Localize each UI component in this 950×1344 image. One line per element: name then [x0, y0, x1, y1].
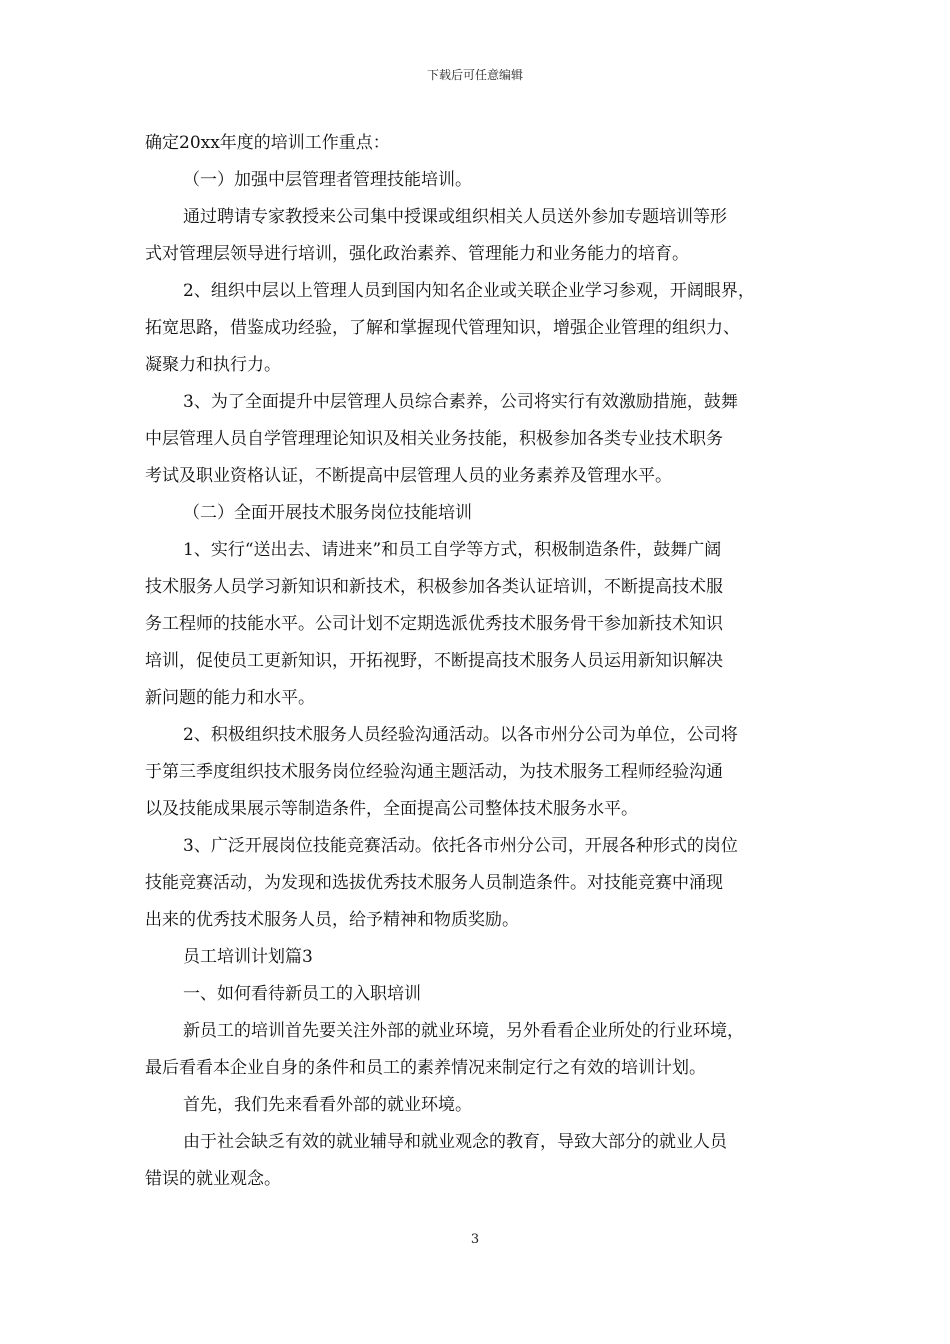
text-line: 新问题的能力和水平。: [145, 688, 315, 708]
text-line: 技术服务人员学习新知识和新技术，积极参加各类认证培训，不断提高技术服: [145, 577, 723, 597]
text-line: 3、广泛开展岗位技能竞赛活动。依托各市州分公司，开展各种形式的岗位: [183, 836, 738, 856]
text-line: 培训，促使员工更新知识，开拓视野，不断提高技术服务人员运用新知识解决: [145, 651, 723, 671]
text-line: 凝聚力和执行力。: [145, 355, 281, 375]
text-line: 出来的优秀技术服务人员，给予精神和物质奖励。: [145, 910, 519, 930]
text-line: 式对管理层领导进行培训，强化政治素养、管理能力和业务能力的培育。: [145, 244, 689, 264]
text-line: 技能竞赛活动，为发现和选拔优秀技术服务人员制造条件。对技能竞赛中涌现: [145, 873, 723, 893]
page-header-note: 下载后可任意编辑: [426, 68, 523, 82]
text-line: 员工培训计划篇3: [183, 947, 313, 967]
page-number: 3: [470, 1232, 480, 1247]
document-body: [145, 125, 810, 1198]
text-line: 于第三季度组织技术服务岗位经验沟通主题活动，为技术服务工程师经验沟通: [145, 762, 723, 782]
text-line: 考试及职业资格认证，不断提高中层管理人员的业务素养及管理水平。: [145, 466, 672, 486]
text-line: 1、实行“送出去、请进来”和员工自学等方式，积极制造条件，鼓舞广阔: [183, 540, 722, 560]
text-line: 首先，我们先来看看外部的就业环境。: [183, 1095, 472, 1115]
text-line: 错误的就业观念。: [145, 1169, 281, 1189]
text-line: 中层管理人员自学管理理论知识及相关业务技能，积极参加各类专业技术职务: [145, 429, 723, 449]
text-line: 一、如何看待新员工的入职培训: [183, 984, 421, 1004]
text-line: 务工程师的技能水平。公司计划不定期选派优秀技术服务骨干参加新技术知识: [145, 614, 723, 634]
text-line: 最后看看本企业自身的条件和员工的素养情况来制定行之有效的培训计划。: [145, 1058, 706, 1078]
text-line: 3、为了全面提升中层管理人员综合素养，公司将实行有效激励措施，鼓舞: [183, 392, 738, 412]
text-line: 拓宽思路，借鉴成功经验，了解和掌握现代管理知识，增强企业管理的组织力、: [145, 318, 740, 338]
text-line: 确定20xx年度的培训工作重点：: [145, 133, 390, 153]
text-line: 2、组织中层以上管理人员到国内知名企业或关联企业学习参观，开阔眼界，: [183, 281, 755, 301]
text-line: 新员工的培训首先要关注外部的就业环境，另外看看企业所处的行业环境，: [183, 1021, 744, 1041]
text-line: 2、积极组织技术服务人员经验沟通活动。以各市州分公司为单位，公司将: [183, 725, 738, 745]
text-line: （一）加强中层管理者管理技能培训。: [183, 170, 472, 190]
text-line: 由于社会缺乏有效的就业辅导和就业观念的教育，导致大部分的就业人员: [183, 1132, 727, 1152]
text-line: 通过聘请专家教授来公司集中授课或组织相关人员送外参加专题培训等形: [183, 207, 727, 227]
text-line: （二）全面开展技术服务岗位技能培训: [183, 503, 472, 523]
text-line: 以及技能成果展示等制造条件，全面提高公司整体技术服务水平。: [145, 799, 638, 819]
